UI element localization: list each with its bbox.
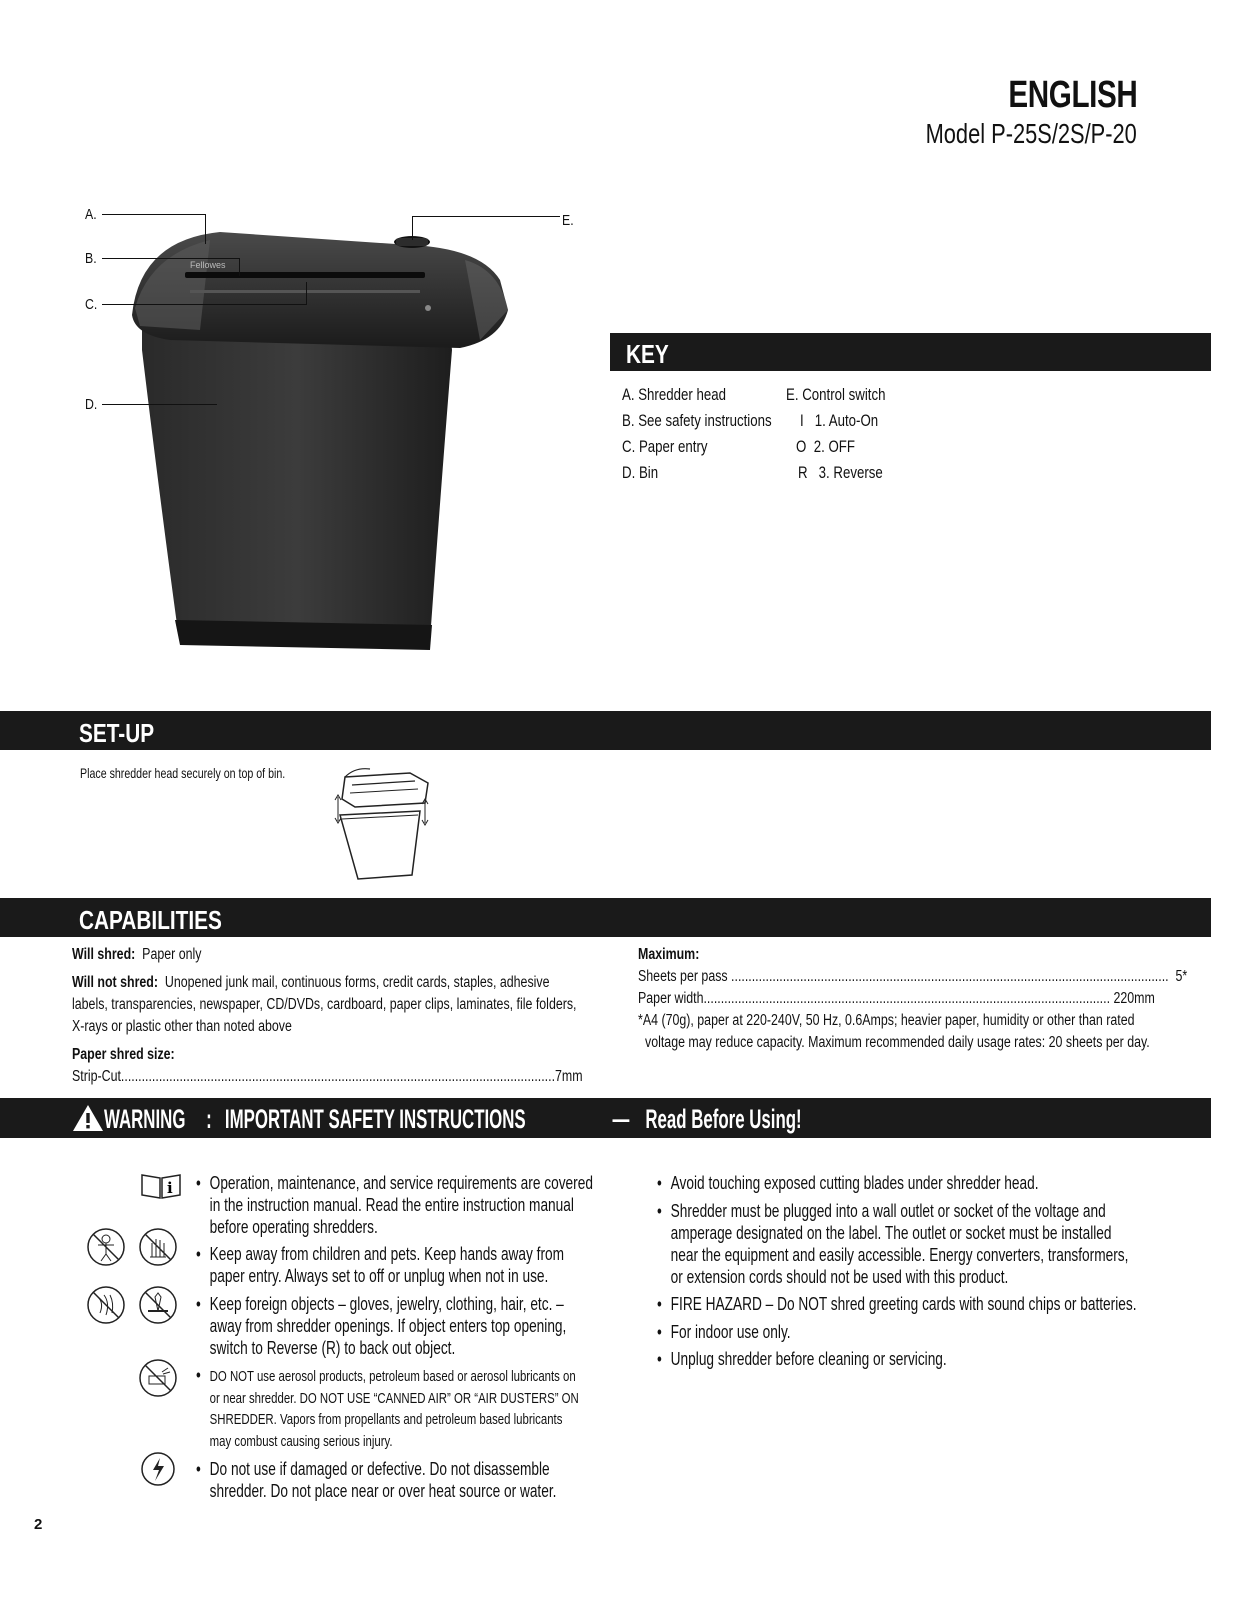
leader-d: [102, 404, 217, 405]
warning-header: [0, 1098, 1211, 1138]
svg-text:i: i: [167, 1179, 173, 1197]
capacity-note-line-1: *A4 (70g), paper at 220-240V, 50 Hz, 0.6Amps; heavier paper, humidity or other than rated: [638, 1012, 1135, 1029]
no-children-icon: [86, 1227, 126, 1272]
strip-cut-row: Strip-Cut..............................................................................................................................7mm: [72, 1068, 583, 1085]
page-number: 2: [34, 1516, 43, 1533]
warning-left-item-3: • Keep foreign objects – gloves, jewelry, clothing, hair, etc. – away from shredder openings. If object enters top opening, switch to Reverse (R) to back out object.: [196, 1294, 567, 1358]
will-not-shred-line-1: Will not shred: Unopened junk mail, continuous forms, credit cards, staples, adhesive: [72, 974, 550, 991]
manual-icon: [140, 1172, 182, 1205]
leader-c: [102, 304, 307, 305]
label-c: C.: [85, 296, 98, 313]
sheets-per-pass-row: Sheets per pass ............................................................................................................................... 5*: [638, 968, 1188, 985]
label-e: E.: [562, 212, 574, 229]
switch-reverse: R 3. Reverse: [798, 463, 883, 482]
warning-title: IMPORTANT SAFETY INSTRUCTIONS: [224, 1104, 526, 1134]
key-item-d: D. Bin: [622, 463, 659, 482]
warning-right-item-1: • Avoid touching exposed cutting blades under shredder head.: [657, 1173, 1039, 1193]
brand-text: Fellowes: [190, 260, 226, 270]
capabilities-header: CAPABILITIES: [0, 898, 1211, 937]
warning-dash: —: [612, 1104, 630, 1134]
no-tie-icon: [138, 1285, 178, 1330]
will-not-shred-line-3: X-rays or plastic other than noted above: [72, 1018, 292, 1035]
no-hair-icon: [86, 1285, 126, 1330]
key-item-b: B. See safety instructions: [622, 411, 772, 430]
label-b: B.: [85, 250, 97, 267]
key-item-e: E. Control switch: [786, 385, 886, 404]
setup-text: Place shredder head securely on top of bin.: [80, 765, 286, 781]
setup-header: SET-UP: [0, 711, 1211, 750]
key-item-c: C. Paper entry: [622, 437, 708, 456]
warning-colon: :: [205, 1104, 212, 1134]
language-title: ENGLISH: [1007, 74, 1137, 116]
leader-e: [412, 216, 560, 217]
key-header: KEY: [610, 333, 1211, 371]
warning-label: WARNING: [104, 1104, 186, 1134]
leader-c-v: [306, 282, 307, 304]
electrical-hazard-icon: [140, 1451, 176, 1492]
leader-b-v: [239, 258, 240, 276]
warning-triangle-icon: [72, 1104, 104, 1132]
will-not-shred-line-2: labels, transparencies, newspaper, CD/DVDs, cardboard, paper clips, laminates, file folders,: [72, 996, 577, 1013]
warning-right-item-5: • Unplug shredder before cleaning or servicing.: [657, 1349, 947, 1369]
no-hands-icon: [138, 1227, 178, 1272]
capacity-note-line-2: voltage may reduce capacity. Maximum recommended daily usage rates: 20 sheets per day.: [645, 1034, 1150, 1051]
shredder-diagram: [80, 200, 600, 660]
key-item-a: A. Shredder head: [622, 385, 726, 404]
warning-left-item-5: • Do not use if damaged or defective. Do not disassemble shredder. Do not place near or over heat source or water.: [196, 1459, 557, 1501]
warning-left-item-1: • Operation, maintenance, and service requirements are covered in the instruction manual. Read the entire instruction manual before operating shredders.: [196, 1173, 593, 1237]
switch-off: O 2. OFF: [796, 437, 855, 456]
label-d: D.: [85, 396, 98, 413]
leader-a: [102, 214, 206, 215]
label-a: A.: [85, 206, 97, 223]
shredder-illustration: [80, 200, 600, 660]
switch-auto-on: I 1. Auto-On: [800, 411, 879, 430]
maximum-label: Maximum:: [638, 946, 700, 963]
warning-left-item-4: • DO NOT use aerosol products, petroleum based or aerosol lubricants on or near shredder. DO NOT USE “CANNED AIR” OR “AIR DUSTERS” ON SHREDDER. Vapors from propellants and petroleum based lubricants may combust causing serious injury.: [196, 1365, 579, 1450]
model-number: Model P-25S/2S/P-20: [925, 118, 1137, 149]
warning-right-item-3: • FIRE HAZARD – Do NOT shred greeting cards with sound chips or batteries.: [657, 1294, 1137, 1314]
warning-right-item-2: • Shredder must be plugged into a wall outlet or socket of the voltage and amperage designated on the label. The outlet or socket must be installed near the equipment and easily accessible. Energy converters, transformers, or extension cords should not be used with this product.: [657, 1201, 1129, 1287]
leader-a-v: [205, 214, 206, 244]
warning-left-item-2: • Keep away from children and pets. Keep hands away from paper entry. Always set to off or unplug when not in use.: [196, 1244, 565, 1286]
setup-illustration: [330, 765, 440, 890]
no-aerosol-icon: [138, 1358, 178, 1403]
leader-b: [102, 258, 240, 259]
warning-tail: Read Before Using!: [644, 1104, 802, 1134]
leader-e-v: [412, 216, 413, 240]
shred-size-label: Paper shred size:: [72, 1046, 175, 1063]
warning-right-item-4: • For indoor use only.: [657, 1322, 791, 1342]
will-shred: Will shred: Paper only: [72, 946, 202, 963]
paper-width-row: Paper width...................................................................................................................... 220mm: [638, 990, 1155, 1007]
